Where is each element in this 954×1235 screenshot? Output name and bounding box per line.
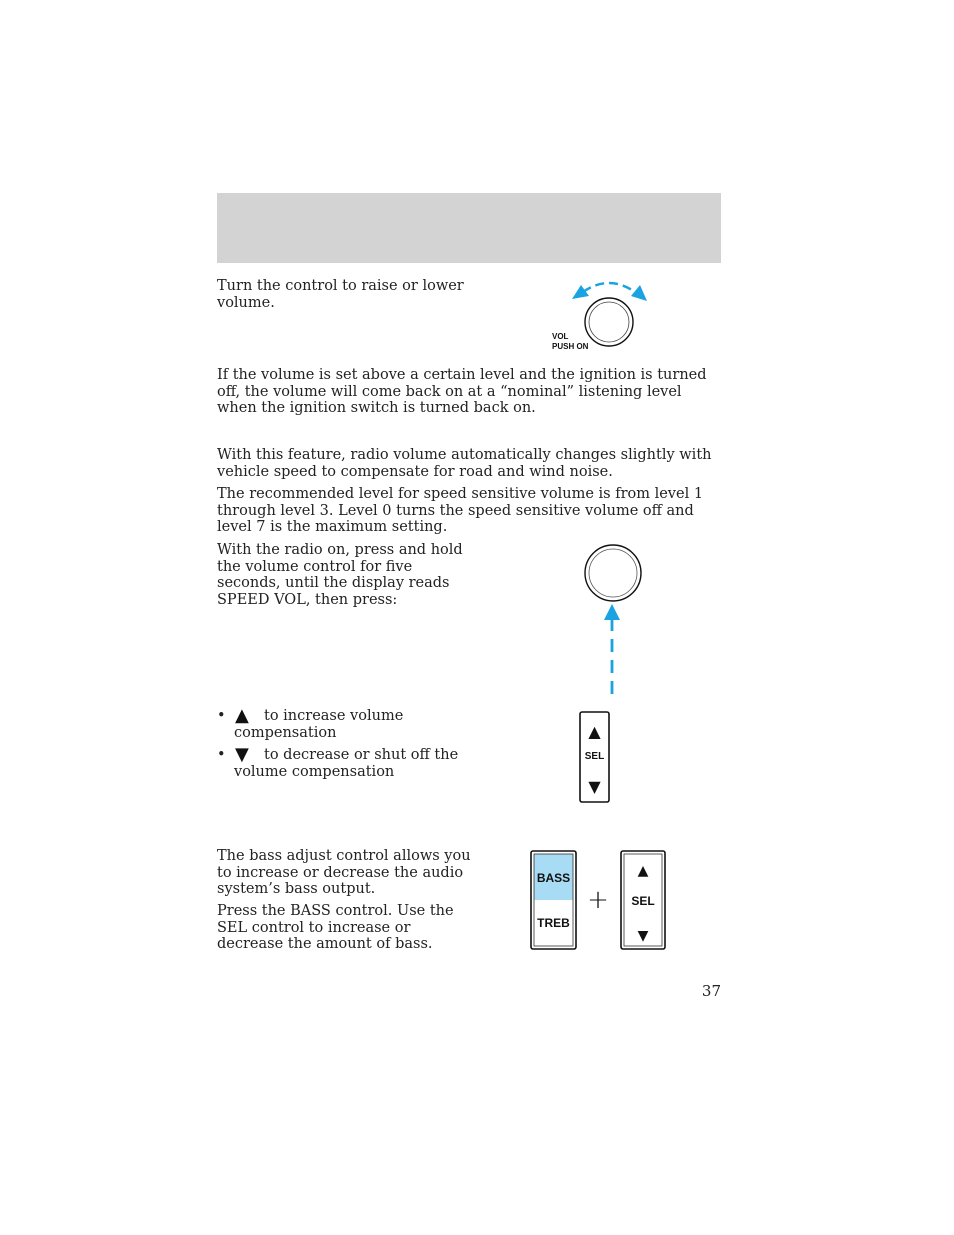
vol-label: VOL (552, 332, 569, 341)
paragraph-turn-control: Turn the control to raise or lower volume. (217, 278, 464, 311)
treb-label: TREB (537, 916, 570, 930)
arrow-left-icon (572, 285, 589, 299)
sel2-down-icon: ▼ (637, 928, 649, 944)
paragraph-bass-press: Press the BASS control. Use the SEL control to increase or decrease the amount of bass. (217, 903, 454, 952)
arrow-up-icon (604, 604, 620, 620)
plus-icon: + (587, 885, 609, 915)
volume-knob-figure (545, 278, 655, 358)
bullet-text: to increase volume (264, 708, 404, 724)
bullet-dot: • (217, 708, 226, 724)
page-number: 37 (701, 982, 721, 1000)
bullet-text-cont: compensation (234, 725, 337, 741)
volume-knob (585, 298, 633, 346)
down-triangle-icon: ▼ (235, 744, 249, 765)
arrow-right-icon (631, 285, 647, 301)
sel2-up-icon: ▲ (637, 863, 649, 879)
press-knob-figure (580, 540, 650, 700)
up-triangle-icon: ▲ (235, 705, 249, 726)
sel-up-icon: ▲ (588, 722, 601, 741)
section-header-band (217, 193, 721, 263)
bass-label: BASS (536, 871, 571, 885)
bass-treb-figure (528, 848, 670, 954)
bullet-text: to decrease or shut off the (264, 747, 459, 763)
paragraph-bass-intro: The bass adjust control allows you to increase or decrease the audio system’s bass output. (217, 848, 471, 897)
paragraph-nominal-level: If the volume is set above a certain level and the ignition is turned off, the volume will come back on at a “nominal” listening level when the ignition switch is turned back on. (217, 367, 707, 416)
paragraph-recommended-level: The recommended level for speed sensitive volume is from level 1 through level 3. Level 0 turns the speed sensitive volume off and level 7 is the maximum setting. (217, 486, 704, 535)
paragraph-speed-feature: With this feature, radio volume automatically changes slightly with vehicle speed to compensate for road and wind noise. (217, 447, 712, 480)
sel-down-icon: ▼ (588, 777, 601, 796)
sel2-label: SEL (631, 894, 655, 908)
bullet-text-cont: volume compensation (234, 764, 395, 780)
sel-button-figure (578, 710, 612, 805)
sel-label: SEL (584, 751, 605, 762)
push-on-label: PUSH ON (552, 342, 589, 351)
bullet-dot: • (217, 747, 226, 763)
paragraph-press-hold: With the radio on, press and hold the volume control for five seconds, until the display reads SPEED VOL, then press: (217, 542, 463, 608)
volume-knob-press (585, 545, 641, 601)
